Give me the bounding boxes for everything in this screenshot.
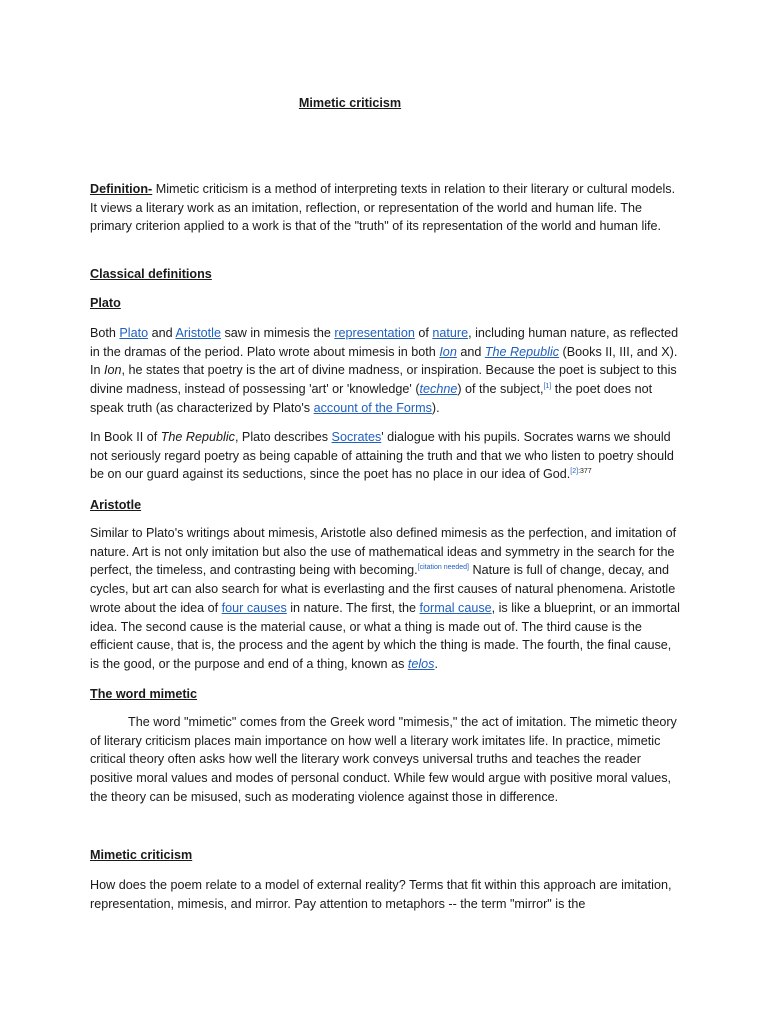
plato-paragraph-2 xyxy=(90,428,680,484)
text-run: Similar to Plato's writings about mimesis, Aristotle also defined mimesis as the perfection, and imitation of nature. Art is not only imitation but also the use of mathematical ideas and symmetry in the search for the perfect, the timeless, and contrasting being with becoming. xyxy=(90,526,677,578)
link-nature[interactable]: nature xyxy=(432,326,469,340)
word-mimetic-heading: The word mimetic xyxy=(90,687,198,701)
link-techne-text: techne xyxy=(419,382,458,397)
link-formal-cause[interactable]: formal cause xyxy=(419,600,492,615)
text-run: , is like a blueprint, or an immortal idea. The second cause is the material cause, or what a thing is made out of. The third cause is the efficient cause, that is, the process and the agent by which the thing is made. The fourth, the final cause, is the good, or the purpose and end of a thing, known as xyxy=(90,600,680,671)
text-run: Nature is full of change, decay, and cycles, but art can also search for what is everlasting and the first causes of natural phenomena. Aristotle wrote about the idea of xyxy=(90,563,676,615)
text-run: . xyxy=(434,656,438,671)
text-run: , he states that poetry is the art of divine madness, or inspiration. Because the poet is subject to this divine madness, instead of possessing 'art' or 'knowledge' ( xyxy=(90,363,677,397)
text-run: ). xyxy=(431,400,440,415)
text-run: the poet does not speak truth (as characterized by Plato's xyxy=(90,382,653,415)
link-the-republic[interactable] xyxy=(485,345,559,359)
word-mimetic-paragraph: The word "mimetic" comes from the Greek word "mimesis," the act of imitation. The mimetic theory of literary criticism places main importance on how well a literary work imitates life. In practice, mimetic critical theory often asks how well the literary work conveys universal truths and teaches the reader positive moral values and modes of personal conduct. While few would argue with positive moral values, the theory can be misused, such as moderating violence against those in difference. xyxy=(90,715,677,804)
link-telos[interactable] xyxy=(408,657,435,671)
link-ion-text: Ion xyxy=(439,344,457,359)
citation-1[interactable]: [1] xyxy=(543,383,552,391)
text-run: and xyxy=(456,344,485,359)
text-run: of xyxy=(414,326,433,340)
citation-needed[interactable]: [citation needed] xyxy=(417,564,469,572)
text-run: and xyxy=(148,326,176,340)
link-account-of-the-forms[interactable]: account of the Forms xyxy=(313,400,432,415)
link-representation[interactable]: representation xyxy=(334,326,415,340)
text-run: saw in mimesis the xyxy=(220,326,335,340)
definition-label: Definition- xyxy=(90,182,153,196)
text-run: , Plato describes xyxy=(234,430,332,444)
text-run: Both xyxy=(90,326,120,340)
aristotle-heading: Aristotle xyxy=(90,498,142,512)
link-aristotle[interactable]: Aristotle xyxy=(175,326,221,340)
citation-2[interactable]: [2] xyxy=(570,468,579,476)
mimetic-criticism-paragraph: How does the poem relate to a model of external reality? Terms that fit within this approach are imitation, representation, mimesis, and mirror. Pay attention to metaphors -- the term "mirror" is the xyxy=(90,878,672,911)
text-run: In Book II of xyxy=(90,430,161,444)
text-run: , including human nature, as reflected in the dramas of the period. Plato wrote about mimesis in both xyxy=(90,326,679,359)
text-run: (Books II, III, and X). In xyxy=(90,344,678,378)
italic-the-republic: The Republic xyxy=(160,430,235,444)
link-four-causes[interactable]: four causes xyxy=(221,600,287,615)
italic-ion: Ion xyxy=(104,363,122,378)
text-run: in nature. The first, the xyxy=(286,600,420,615)
text-run: ) of the subject, xyxy=(457,382,544,397)
aristotle-paragraph xyxy=(90,524,680,674)
link-socrates[interactable]: Socrates xyxy=(331,430,382,444)
link-techne[interactable] xyxy=(420,382,458,396)
plato-heading: Plato xyxy=(90,296,121,310)
definition-paragraph xyxy=(90,180,680,236)
definition-text: Mimetic criticism is a method of interpreting texts in relation to their literary or cultural models. It views a literary work as an imitation, reflection, or representation of the world and human life. The primary criterion applied to a work is that of the "truth" of its representation of the world and human life. xyxy=(90,182,676,234)
page-title: Mimetic criticism xyxy=(298,96,402,110)
link-plato[interactable]: Plato xyxy=(119,326,149,340)
text-run: ' dialogue with his pupils. Socrates warns we should not seriously regard poetry as being capable of attaining the truth and that we who listen to poetry should be on our guard against its seductions, since the poet has no place in our idea of God. xyxy=(90,430,674,482)
link-telos-text: telos xyxy=(407,656,435,671)
classical-definitions-heading: Classical definitions xyxy=(90,267,212,281)
link-the-republic-text: The Republic xyxy=(484,344,560,359)
plato-paragraph-1 xyxy=(90,324,680,418)
link-ion[interactable] xyxy=(439,345,457,359)
citation-page: :377 xyxy=(578,468,592,476)
mimetic-criticism-heading: Mimetic criticism xyxy=(90,848,193,862)
